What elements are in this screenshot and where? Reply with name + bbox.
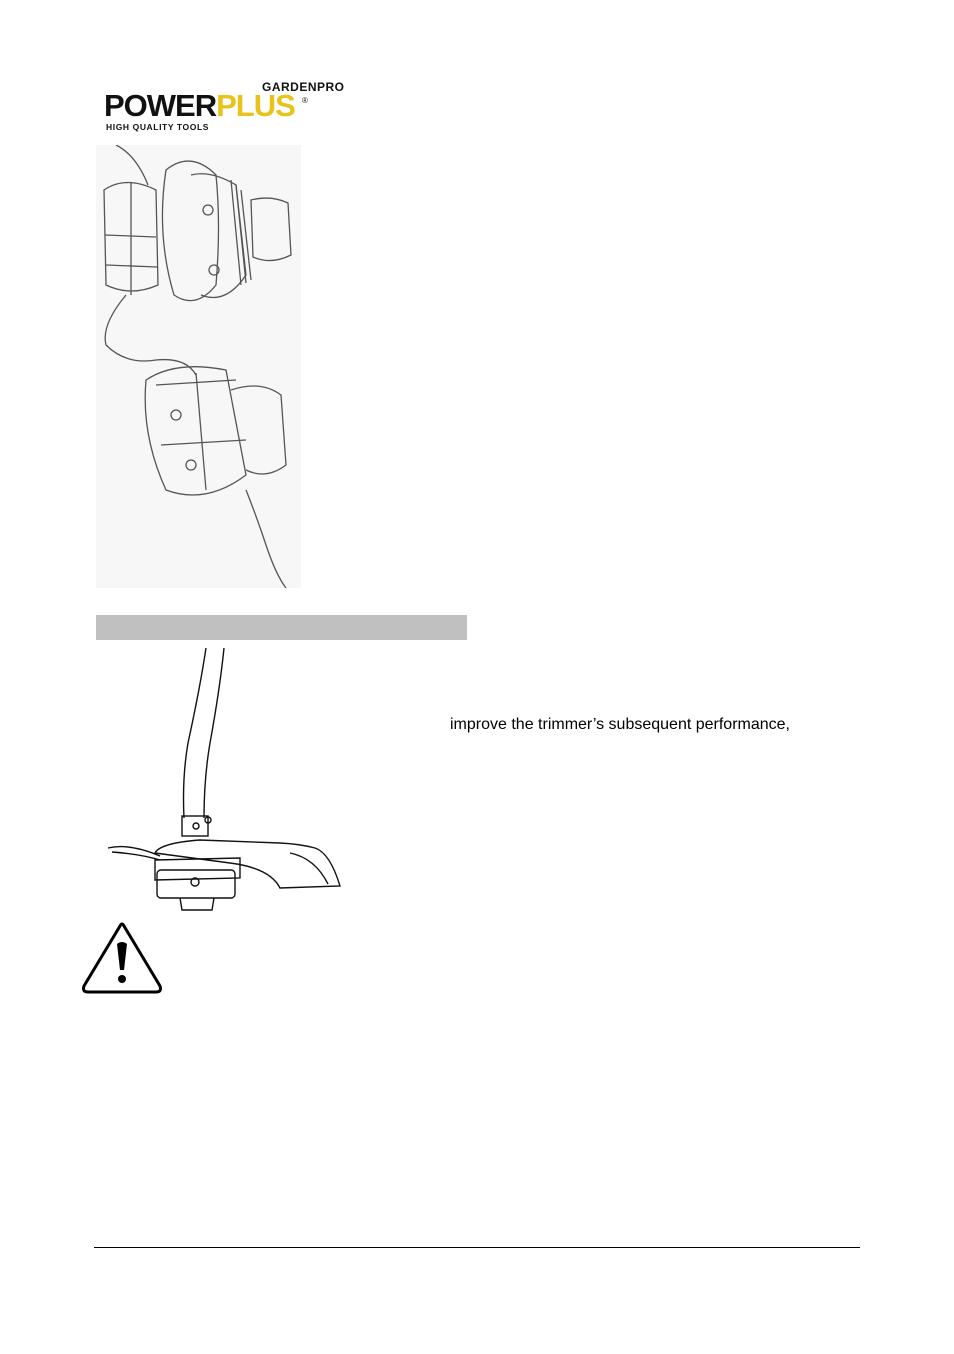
warning-triangle-icon xyxy=(82,922,162,994)
logo-tagline: HIGH QUALITY TOOLS xyxy=(106,122,210,132)
logo-word-power: POWER xyxy=(104,88,217,123)
brand-logo xyxy=(104,80,345,136)
body-text-line: improve the trimmer’s subsequent performance, xyxy=(450,716,790,733)
trimmer-head-illustration xyxy=(100,648,350,913)
section-heading-bar xyxy=(96,615,467,640)
spool-illustration xyxy=(96,145,301,588)
logo-wordmark xyxy=(104,90,295,122)
logo-registered-mark: ® xyxy=(302,96,308,105)
footer-rule xyxy=(94,1247,860,1248)
logo-sub-brand: GARDENPRO xyxy=(262,80,345,94)
logo-word-plus: PLUS xyxy=(216,88,295,123)
